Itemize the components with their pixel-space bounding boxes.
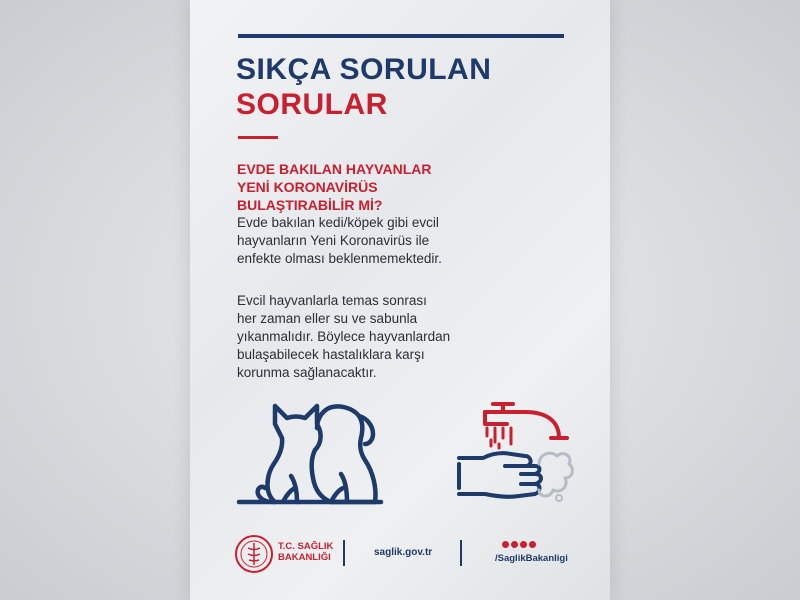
cat-and-dog-icon [235, 398, 385, 513]
top-divider [238, 34, 564, 38]
footer-divider [343, 540, 345, 566]
answer-line: Evde bakılan kedi/köpek gibi evcil [237, 215, 439, 230]
social-handle: /SaglikBakanligi [495, 553, 568, 564]
ministry-name [278, 541, 333, 563]
answer-line: bulaşabilecek hastalıklara karşı [237, 347, 425, 362]
ministry-name-line: T.C. SAĞLIK [278, 541, 334, 552]
instagram-icon[interactable] [529, 541, 536, 548]
answer-paragraph-1 [237, 214, 537, 268]
question-line: BULAŞTIRABİLİR Mİ? [237, 197, 383, 213]
hand-washing-tap-icon [455, 398, 575, 513]
answer-line: her zaman eller su ve sabunla [237, 311, 418, 326]
twitter-icon[interactable] [520, 541, 527, 548]
answer-line: yıkanmalıdır. Böylece hayvanlardan [237, 329, 451, 344]
youtube-icon[interactable] [511, 541, 518, 548]
facebook-icon[interactable] [502, 541, 509, 548]
answer-line: hayvanların Yeni Koronavirüs ile [237, 233, 430, 248]
ministry-name-line: BAKANLIĞI [278, 552, 331, 563]
answer-line: korunma sağlanacaktır. [237, 365, 377, 380]
question-line: YENİ KORONAVİRÜS [237, 179, 378, 195]
title-line-1: SIKÇA SORULAN [236, 53, 492, 86]
answer-line: enfekte olması beklenmemektedir. [237, 251, 442, 266]
answer-line: Evcil hayvanlarla temas sonrası [237, 293, 427, 308]
accent-divider [238, 136, 278, 139]
ministry-seal-icon [234, 534, 274, 574]
footer [190, 528, 610, 578]
title-line-2: SORULAR [236, 88, 388, 121]
poster [190, 0, 610, 600]
website-link[interactable]: saglik.gov.tr [374, 547, 433, 558]
question-heading [237, 160, 537, 214]
answer-paragraph-2 [237, 292, 537, 382]
social-icons [502, 541, 536, 548]
question-line: EVDE BAKILAN HAYVANLAR [237, 161, 432, 177]
footer-divider [460, 540, 462, 566]
